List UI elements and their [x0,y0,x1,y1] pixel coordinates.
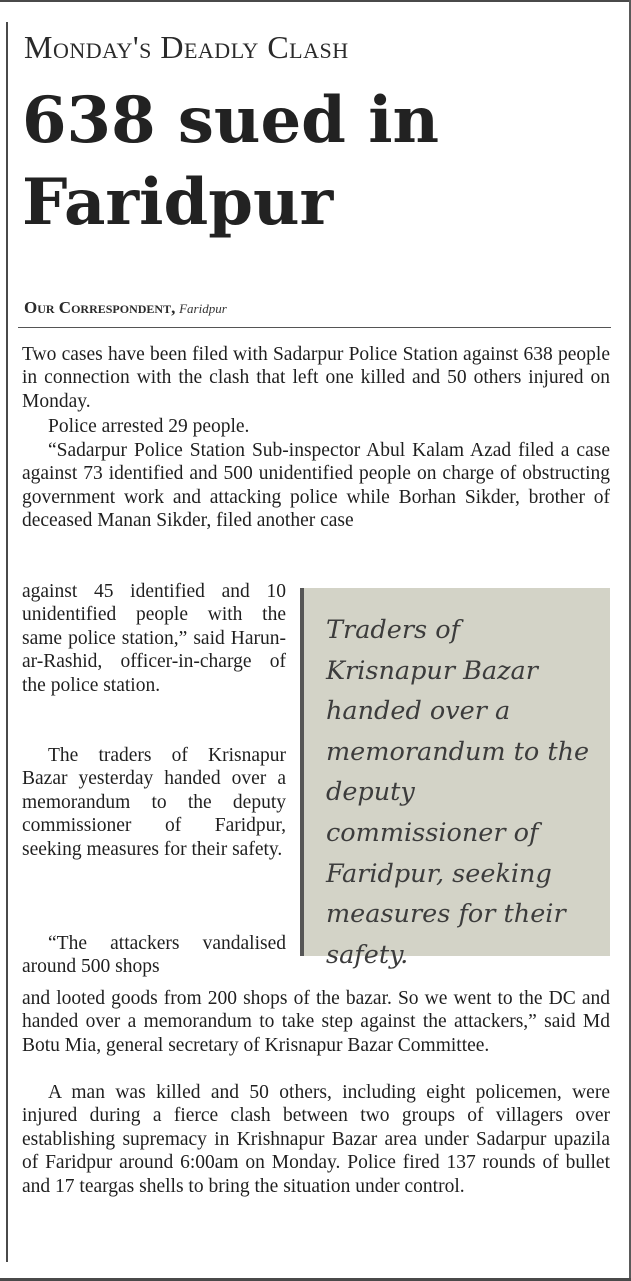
byline [24,298,227,318]
kicker: Monday's Deadly Clash [24,29,349,65]
byline-rule [18,327,611,328]
paragraph-3: “Sadarpur Police Station Sub-inspector Abul Kalam Azad filed a case against 73 identified and 500 unidentified people on charge of obstructing government work and attacking police while Borhan Sikder, brother of deceased Manan Sikder, filed another case [22,440,610,532]
pullquote-bar [300,588,304,956]
paragraph-5: and looted goods from 200 shops of the bazar. So we went to the DC and handed over a memorandum to take step against the attackers,” said Md Botu Mia, general secretary of Krisnapur Bazar Committee. [22,988,610,1056]
pullquote-box [300,588,610,970]
byline-name: Our Correspondent, [24,298,176,317]
frame-top-border [0,0,631,2]
paragraph-2: Police arrested 29 people. [48,416,250,437]
paragraph-5-narrow: “The attackers vandalised around 500 shops [22,933,286,978]
paragraph-4: The traders of Krisnapur Bazar yesterday handed over a memorandum to the deputy commissioner of Faridpur, seeking measures for their safety. [22,745,286,860]
headline: 638 sued in Faridpur [22,83,440,240]
paragraph-6: A man was killed and 50 others, including eight policemen, were injured during a fierce clash between two groups of villagers over establishing supremacy in Krishnapur Bazar area under Sadarpur upazila of Faridpur around 6:00am on Monday. Police fired 137 rounds of bullet and 17 teargas shells to bring the situation under control. [22,1082,610,1197]
paragraph-1: Two cases have been filed with Sadarpur Police Station against 638 people in connection with the clash that left one killed and 50 others injured on Monday. [22,344,610,412]
frame-left-border [6,22,8,1262]
pullquote-text: Traders of Krisnapur Bazar handed over a memorandum to the deputy commissioner of Faridpur, seeking measures for their safety. [326,615,590,970]
byline-place: Faridpur [179,301,227,316]
paragraph-3-narrow: against 45 identified and 10 unidentified people with the same police station,” said Harun-ar-Rashid, officer-in-charge of the police station. [22,581,286,696]
